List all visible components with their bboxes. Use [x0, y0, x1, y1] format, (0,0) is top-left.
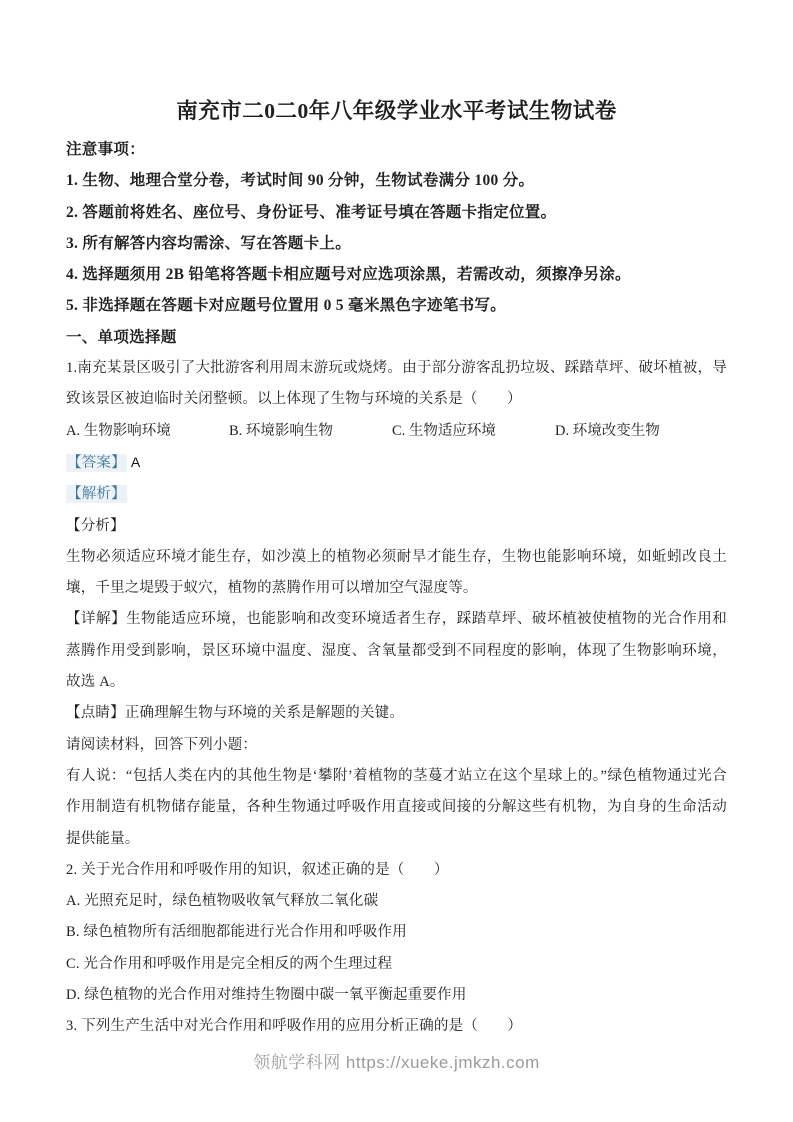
- material-text: 有人说：“包括人类在内的其他生物是‘攀附’着植物的茎蔓才站立在这个星球上的。”绿色植物通过光合作用制造有机物储存能量，各种生物通过呼吸作用直接或间接的分解这些有机物，为自身的生命活动提供能量。: [66, 767, 727, 847]
- notice-item-3: 3. 所有解答内容均需涂、写在答题卡上。: [66, 234, 352, 252]
- fenxi-tag-line: [66, 511, 727, 542]
- section-header: 一、单项选择题: [66, 328, 177, 346]
- question-1-stem: 1.南充某景区吸引了大批游客利用周末游玩或烧烤。由于部分游客乱扔垃圾、踩踏草坪、破坏植被，导致该景区被迫临时关闭整顿。以上体现了生物与环境的关系是（ ）: [66, 360, 727, 408]
- page-title: 南充市二0二0年八年级学业水平考试生物试卷: [176, 99, 617, 123]
- question-1-options: [66, 416, 727, 447]
- question-2-option-a: A. 光照充足时，绿色植物吸收氧气释放二氧化碳: [66, 893, 379, 910]
- answer-value: A: [130, 453, 141, 470]
- fenxi-text: 生物必须适应环境才能生存，如沙漠上的植物必须耐旱才能生存，生物也能影响环境，如蚯蚓改良土壤，千里之堤毁于蚁穴，植物的蒸腾作用可以增加空气湿度等。: [66, 548, 727, 597]
- question-1-option-a: A. 生物影响环境: [66, 422, 171, 439]
- jiexi-tag: 【解析】: [67, 486, 126, 503]
- question-1-option-d: D. 环境改变生物: [555, 422, 660, 439]
- answer-line: [66, 447, 727, 479]
- notice-item-4: 4. 选择题须用 2B 铅笔将答题卡相应题号对应选项涂黑，若需改动，须擦净另涂。: [66, 266, 631, 284]
- material-intro: 请阅读材料，回答下列小题：: [66, 736, 258, 753]
- question-2-option-c: C. 光合作用和呼吸作用是完全相反的两个生理过程: [66, 955, 393, 972]
- page-content: [66, 94, 727, 1043]
- question-1-option-c: C. 生物适应环境: [392, 422, 496, 439]
- answer-tag: 【答案】: [67, 454, 126, 471]
- question-2-option-d: D. 绿色植物的光合作用对维持生物圈中碳一氧平衡起重要作用: [66, 987, 467, 1004]
- question-2-option-b: B. 绿色植物所有活细胞都能进行光合作用和呼吸作用: [66, 924, 407, 941]
- watermark-footer: 领航学科网 https://xueke.jmkzh.com: [253, 1053, 540, 1072]
- notice-header: 注意事项：: [66, 141, 146, 158]
- fenxi-tag: 【分析】: [66, 517, 125, 534]
- question-2-stem: 2. 关于光合作用和呼吸作用的知识，叙述正确的是（ ）: [66, 861, 449, 878]
- notice-item-1: 1. 生物、地理合堂分卷，考试时间 90 分钟，生物试卷满分 100 分。: [66, 172, 535, 190]
- question-1-option-b: B. 环境影响生物: [229, 422, 333, 439]
- question-3-stem: 3. 下列生产生活中对光合作用和呼吸作用的应用分析正确的是（ ）: [66, 1018, 523, 1035]
- dianjing-text: 【点睛】正确理解生物与环境的关系是解题的关键。: [66, 705, 405, 722]
- notice-item-2: 2. 答题前将姓名、座位号、身份证号、准考证号填在答题卡指定位置。: [66, 203, 557, 221]
- notice-item-5: 5. 非选择题在答题卡对应题号位置用 0 5 毫米黑色字迹笔书写。: [66, 297, 507, 315]
- analysis-tag-line: [66, 479, 727, 510]
- xiangjie-text: 【详解】生物能适应环境，也能影响和改变环境适者生存，踩踏草坪、破坏植被使植物的光合作用和蒸腾作用受到影响，景区环境中温度、湿度、含氧量都受到不同程度的影响，体现了生物影响环境，故选 A。: [66, 611, 727, 691]
